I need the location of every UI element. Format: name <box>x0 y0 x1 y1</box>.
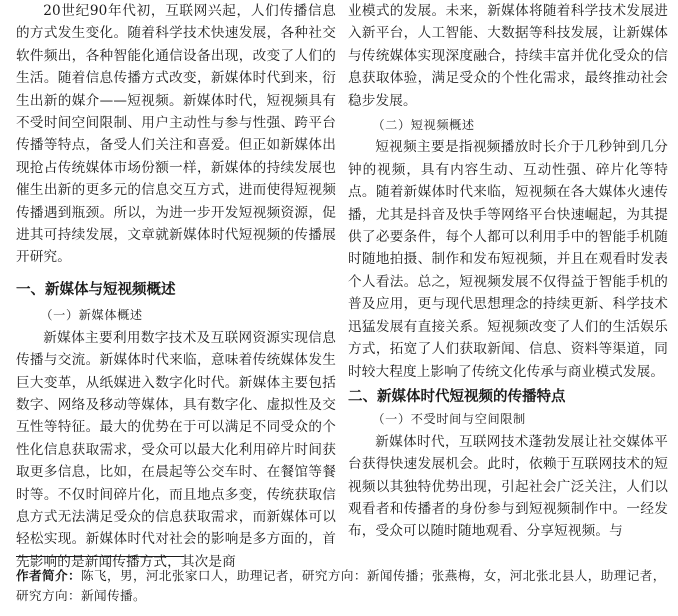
left-column <box>16 0 336 573</box>
subsection-1-paragraph: 新媒体主要利用数字技术及互联网资源实现信息传播与交流。新媒体时代来临，意味着传统媒体发生巨大变革，从纸媒进入数字化时代。新媒体主要包括数字、网络及移动等媒体，具有数字化、虚拟性及交互性等特征。最大的优势在于可以满足不同受众的个性化信息获取需求，受众可以最大化利用碎片时间获取更多信息，比如，在晨起等公交车时、在餐馆等餐时等。不仅时间碎片化，而且地点多变，传统获取信息方式无法满足受众的信息获取需求，而新媒体可以轻松实现。新媒体时代对社会的影响是多方面的，首先影响的是新闻传播方式，其次是商 <box>16 329 336 570</box>
footnote-text: 陈飞，男，河北张家口人，助理记者，研究方向：新闻传播；张燕梅，女，河北张北县人，助理记者，研究方向：新闻传播。 <box>16 568 666 603</box>
subsection-2-paragraph: 短视频主要是指视频播放时长介于几秒钟到几分钟的视频，具有内容生动、互动性强、碎片化等特点。随着新媒体时代来临，短视频在各大媒体火速传播，尤其是抖音及快手等网络平台快速崛起，为其提供了必要条件，每个人都可以利用手中的智能手机随时随地拍摄、制作和发布短视频，并且在观看时发表个人看法。总之，短视频发展不仅得益于智能手机的普及应用，更与现代思想理念的持续更新、科学技术迅猛发展有直接关系。短视频改变了人们的生活娱乐方式，拓宽了人们获取新闻、信息、资料等渠道，同时较大程度上影响了传统文化传承与商业模式发展。 <box>348 139 668 380</box>
right-column <box>348 0 668 543</box>
footnote-divider <box>16 556 184 557</box>
author-footnote <box>16 566 666 606</box>
intro-paragraph: 20世纪90年代初，互联网兴起，人们传播信息的方式发生变化。随着科学技术快速发展，各种社交软件频出，各种智能化通信设备出现，改变了人们的生活。随着信息传播方式改变，新媒体时代到来，衍生出新的媒介——短视频。新媒体时代，短视频具有不受时间空间限制、用户主动性与参与性强、跨平台传播等特点，备受人们关注和喜爱。但正如新媒体出现抢占传统媒体市场份额一样，新媒体的持续发展也催生出新的更多元的信息交互方式，进而使得短视频传播遇到瓶颈。所以，为进一步开发短视频资源，促进其可持续发展，文章就新媒体时代短视频的传播展开研究。 <box>16 3 336 266</box>
footnote-label: 作者简介： <box>16 568 81 583</box>
subsection-1-heading: （一）新媒体概述 <box>40 308 143 323</box>
subsection-3-heading: （一）不受时间与空间限制 <box>372 412 526 427</box>
section-2-heading: 二、新媒体时代短视频的传播特点 <box>348 388 566 405</box>
continued-paragraph: 业模式的发展。未来，新媒体将随着科学技术发展进入新平台，人工智能、大数据等科技发展，让新媒体与传统媒体实现深度融合，持续丰富并优化受众的信息获取体验，满足受众的个性化需求，最终推动社会稳步发展。 <box>348 3 668 109</box>
subsection-3-paragraph: 新媒体时代，互联网技术蓬勃发展让社交媒体平台获得快速发展机会。此时，依赖于互联网技术的短视频以其独特优势出现，引起社会广泛关注，人们以观看者和传播者的身份参与到短视频制作中。一经发布，受众可以随时随地观看、分享短视频。与 <box>348 433 668 540</box>
subsection-2-heading: （二）短视频概述 <box>372 118 475 133</box>
section-1-heading: 一、新媒体与短视频概述 <box>16 281 176 298</box>
